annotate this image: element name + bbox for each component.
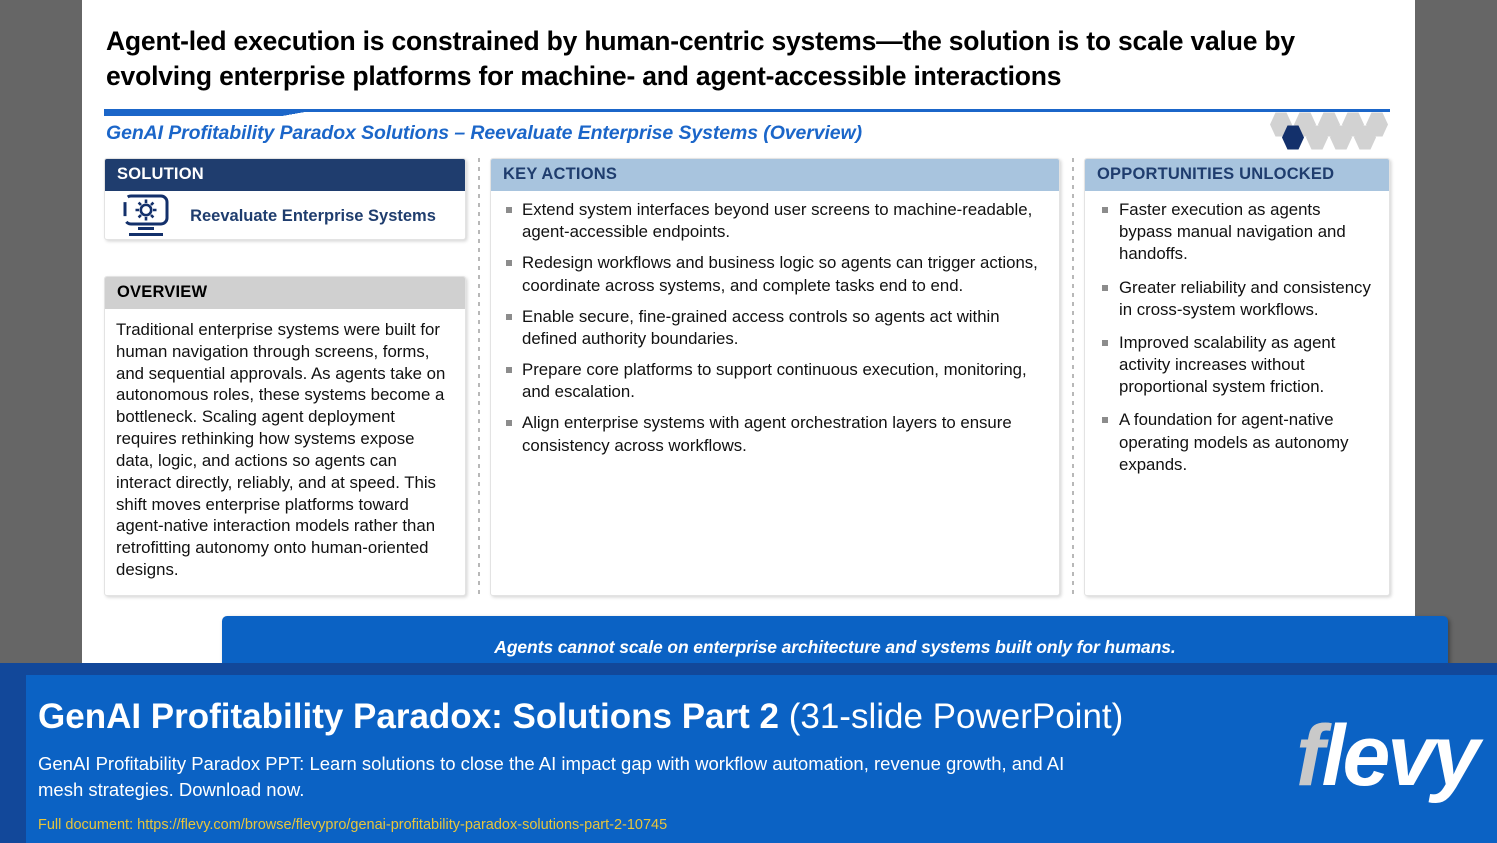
opportunities-header: OPPORTUNITIES UNLOCKED — [1085, 159, 1389, 191]
list-item: Greater reliability and consistency in cross-system workflows. — [1095, 277, 1377, 321]
key-actions-card — [490, 158, 1060, 596]
list-item: Align enterprise systems with agent orchestration layers to ensure consistency across workflows. — [501, 412, 1047, 456]
key-actions-header: KEY ACTIONS — [491, 159, 1059, 191]
list-item: A foundation for agent-native operating models as autonomy expands. — [1095, 409, 1377, 476]
monitor-gear-icon — [115, 194, 179, 238]
list-item: Extend system interfaces beyond user screens to machine-readable, agent-accessible endpoints. — [501, 199, 1047, 243]
list-item: Enable secure, fine-grained access controls so agents act within defined authority boundaries. — [501, 306, 1047, 350]
key-message-text: Agents cannot scale on enterprise architecture and systems built only for humans. — [494, 636, 1176, 657]
solution-header: SOLUTION — [105, 159, 465, 191]
overview-card — [104, 276, 466, 596]
opportunities-card — [1084, 158, 1390, 596]
footer-description: GenAI Profitability Paradox PPT: Learn solutions to close the AI impact gap with workflow automation, revenue growth, and AI mesh strategies. Download now. — [38, 753, 1065, 801]
flevy-footer — [0, 663, 1497, 843]
flevy-logo[interactable] — [1295, 708, 1477, 804]
solution-body — [105, 191, 465, 240]
column-separator — [1072, 158, 1074, 596]
footer-title-light: (31-slide PowerPoint) — [788, 697, 1124, 736]
column-separator — [478, 158, 480, 596]
footer-panel — [26, 675, 1497, 843]
overview-body: Traditional enterprise systems were built for human navigation through screens, forms, and sequential approvals. As agents take on autonomous roles, these systems become a bottleneck. Scaling agent deployment requires rethinking how systems expose data, logic, and actions so agents can interact directly, reliably, and at speed. This shift moves enterprise platforms toward agent-native interaction models rather than retrofitting autonomy onto human-oriented designs. — [116, 320, 446, 580]
footer-title — [38, 697, 1123, 737]
slide-subtitle: GenAI Profitability Paradox Solutions – Reevaluate Enterprise Systems (Overview) — [106, 122, 863, 144]
list-item: Faster execution as agents bypass manual navigation and handoffs. — [1095, 199, 1377, 266]
footer-title-bold: GenAI Profitability Paradox: Solutions Part 2 — [38, 697, 779, 736]
flevy-logo-levy: levy — [1321, 708, 1477, 804]
divider-thin-line — [300, 109, 1390, 112]
divider-thick-bar — [104, 109, 282, 116]
solution-card — [104, 158, 466, 240]
slide-canvas — [82, 0, 1415, 672]
honeycomb-decoration — [1270, 112, 1388, 148]
page-title: Agent-led execution is constrained by human-centric systems—the solution is to scale value by evolving enterprise platforms for machine- and agent-accessible interactions — [106, 26, 1295, 91]
footer-document-url[interactable]: Full document: https://flevy.com/browse/flevypro/genai-profitability-paradox-solutions-part-2-10745 — [38, 817, 668, 833]
content-columns — [104, 158, 1390, 596]
solution-label: Reevaluate Enterprise Systems — [190, 206, 436, 225]
list-item: Redesign workflows and business logic so agents can trigger actions, coordinate across systems, and complete tasks end to end. — [501, 252, 1047, 296]
flevy-logo-f: f — [1295, 708, 1322, 804]
overview-header: OVERVIEW — [105, 277, 465, 309]
list-item: Prepare core platforms to support continuous execution, monitoring, and escalation. — [501, 359, 1047, 403]
list-item: Improved scalability as agent activity increases without proportional system friction. — [1095, 332, 1377, 399]
key-actions-list — [491, 191, 1059, 457]
opportunities-list — [1085, 191, 1389, 476]
title-divider — [104, 108, 1390, 118]
